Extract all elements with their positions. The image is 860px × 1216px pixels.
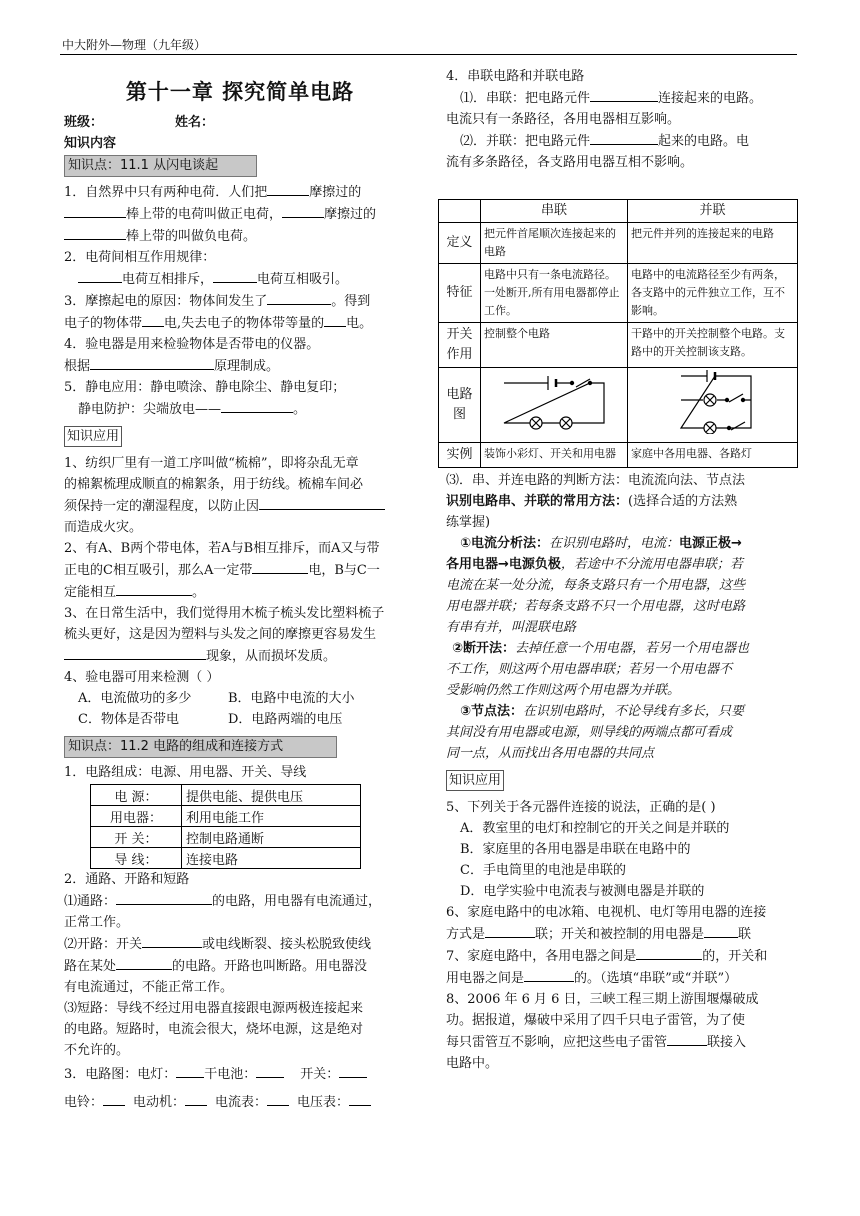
table-row: 电路图	[439, 368, 798, 443]
text-line: ⑵开路：开关 或电线断裂、接头松脱致使线	[64, 933, 416, 955]
blank[interactable]	[213, 268, 257, 283]
text-line: 静电防护：尖端放电—— 。	[64, 398, 416, 420]
blank[interactable]	[256, 1063, 284, 1078]
text-line: 电路中。	[446, 1056, 499, 1071]
text-line: 5．静电应用：静电喷涂、静电除尘、静电复印；	[64, 380, 346, 395]
text-line: ⑴通路： 的电路，用电器有电流通过，	[64, 890, 416, 912]
option-d[interactable]: D．电学实验中电流表与被测电器是并联的	[460, 884, 705, 899]
text-line: 根据 原理制成。	[64, 355, 416, 377]
blank[interactable]	[116, 890, 212, 905]
blank[interactable]	[704, 923, 738, 938]
header-rule	[60, 54, 797, 55]
blank[interactable]	[324, 312, 346, 327]
text-line: 电子的物体带 电,失去电子的物体带等量的 电。	[64, 312, 416, 334]
text-line: 同一点，从而找出各用电器的共同点	[446, 746, 655, 761]
series-circuit-diagram	[494, 373, 614, 431]
method-1: ①电流分析法：在识别电路时，电流：电源正极→	[460, 536, 742, 551]
text-line: ⑶短路：导线不经过用电器直接跟电源两极连接起来	[64, 1001, 364, 1016]
text-line: 现象，从而损坏发质。	[64, 645, 416, 667]
text-line: 正常工作。	[64, 915, 130, 930]
blank[interactable]	[485, 923, 535, 938]
table-row: 特征 电路中只有一条电流路径。一处断开,所有用电器都停止工作。 电路中的电流路径至少有两条，各支路中的元件独立工作，互不影响。	[439, 264, 798, 323]
option-b[interactable]: B．家庭里的各用电器是串联在电路中的	[460, 842, 691, 857]
text-line: 梳头更好，这是因为塑料与头发之间的摩擦更容易发生	[64, 627, 377, 642]
text-line: 定能相互 。	[64, 581, 416, 603]
question-5: 5、下列关于各元器件连接的说法，正确的是( )	[446, 800, 716, 815]
knowledge-band-11-1: 知识点：11.1 从闪电谈起	[64, 155, 257, 177]
blank[interactable]	[667, 1031, 707, 1046]
parallel-circuit-diagram	[653, 370, 773, 434]
text-line: 其间没有用电器或电源，则导线的两端点都可看成	[446, 725, 733, 740]
blank[interactable]	[64, 225, 126, 240]
class-name-line	[64, 112, 416, 133]
series-parallel-table	[438, 199, 798, 468]
method-3: ③节点法：在识别电路时，不论导线有多长，只要	[460, 704, 745, 719]
blank[interactable]	[590, 130, 658, 145]
text-line: 4．验电器是用来检验物体是否带电的仪器。	[64, 337, 320, 352]
table-row: 开 关： 控制电路通断	[91, 827, 361, 848]
question-4: 4、验电器可用来检测（ ）	[64, 670, 220, 685]
blank[interactable]	[64, 203, 126, 218]
blank[interactable]	[590, 87, 658, 102]
left-column	[64, 66, 416, 1113]
text-line: 2．电荷间相互作用规律：	[64, 250, 216, 265]
table-header-row: 串联 并联	[439, 200, 798, 223]
option-c[interactable]: C．物体是否带电	[78, 712, 179, 727]
table-row: 定义 把元件首尾顺次连接起来的电路 把元件并列的连接起来的电路	[439, 223, 798, 264]
text-line: ⑶．串、并连电路的判断方法：电流流向法、节点法	[446, 473, 746, 488]
text-line: 3．电路图：电灯： 干电池： 开关：	[64, 1063, 416, 1085]
table-row: 开关作用 控制整个电路 干路中的开关控制整个电路。支路中的开关控制该支路。	[439, 323, 798, 368]
blank[interactable]	[90, 355, 214, 370]
text-line: 而造成火灾。	[64, 520, 143, 535]
text-line: 棒上带的叫做负电荷。	[64, 225, 416, 247]
option-b[interactable]: B．电路中电流的大小	[228, 691, 355, 706]
table-row: 用电器： 利用电能工作	[91, 806, 361, 827]
option-row	[64, 688, 416, 709]
blank[interactable]	[267, 181, 309, 196]
blank[interactable]	[103, 1091, 125, 1106]
text-line: 有串有并，叫混联电路	[446, 620, 577, 635]
blank[interactable]	[339, 1063, 367, 1078]
text-line: 电流只有一条路径，各用电器相互影响。	[446, 112, 681, 127]
text-line: 的棉絮梳理成顺直的棉絮条，用于纺线。梳棉车间必	[64, 477, 364, 492]
table-row: 实例 装饰小彩灯、开关和用电器 家庭中各用电器、各路灯	[439, 443, 798, 468]
blank[interactable]	[142, 312, 164, 327]
chapter-title: 第十一章 探究简单电路	[125, 80, 355, 104]
method-2: ②断开法：去掉任意一个用电器，若另一个用电器也	[452, 641, 750, 656]
text-line: 电铃： 电动机： 电流表： 电压表：	[64, 1091, 416, 1113]
knowledge-band-11-2: 知识点：11.2 电路的组成和连接方式	[64, 736, 337, 758]
text-line: 不允许的。	[64, 1043, 130, 1058]
blank[interactable]	[78, 268, 122, 283]
knowledge-application-box: 知识应用	[64, 426, 122, 447]
text-line: 用电器之间是 的。（选填“串联”或“并联”）	[446, 967, 798, 989]
text-line: 2．通路、开路和短路	[64, 872, 190, 887]
text-line: 功。据报道，爆破中采用了四千只电子雷管，为了使	[446, 1013, 746, 1028]
option-d[interactable]: D．电路两端的电压	[228, 712, 343, 727]
text-line: ⑵．并联：把电路元件 起来的电路。电	[446, 130, 798, 152]
text-line: 各用电器→电源负极，若途中不分流用电器串联；若	[446, 557, 743, 572]
text-line: 棒上带的电荷叫做正电荷， 摩擦过的	[64, 203, 416, 225]
text-line: 受影响仍然工作则这两个用电器为并联。	[446, 683, 681, 698]
text-line: 电荷互相排斥， 电荷互相吸引。	[64, 268, 416, 290]
text-line: 路在某处 的电路。开路也叫断路。用电器没	[64, 955, 416, 977]
blank[interactable]	[116, 581, 192, 596]
text-line: 3．摩擦起电的原因：物体间发生了 。得到	[64, 290, 416, 312]
option-row	[64, 709, 416, 730]
blank[interactable]	[64, 645, 206, 660]
option-c[interactable]: C．手电筒里的电池是串联的	[460, 863, 626, 878]
text-line: 须保持一定的潮湿程度，以防止因	[64, 495, 416, 517]
question-7: 7、家庭电路中，各用电器之间是 的，开关和	[446, 945, 798, 967]
knowledge-application-box: 知识应用	[446, 770, 504, 791]
section-label: 知识内容	[64, 136, 117, 151]
text-line: 电流在某一处分流，每条支路只有一个用电器，这些	[446, 578, 746, 593]
blank[interactable]	[349, 1091, 371, 1106]
blank[interactable]	[116, 955, 172, 970]
blank[interactable]	[267, 290, 331, 305]
option-a[interactable]: A．电流做功的多少	[78, 691, 192, 706]
blank[interactable]	[142, 933, 202, 948]
text-line: ⑴．串联：把电路元件 连接起来的电路。	[446, 87, 798, 109]
question-6: 6、家庭电路中的电冰箱、电视机、电灯等用电器的连接	[446, 905, 767, 920]
text-line: 1．电路组成：电源、用电器、开关、导线	[64, 765, 307, 780]
blank[interactable]	[259, 495, 385, 510]
blank[interactable]	[185, 1091, 207, 1106]
text-line: 方式是 联；开关和被控制的用电器是 联	[446, 923, 798, 945]
blank[interactable]	[267, 1091, 289, 1106]
blank[interactable]	[636, 945, 702, 960]
components-table	[90, 784, 361, 869]
table-row: 电 源： 提供电能、提供电压	[91, 785, 361, 806]
option-a[interactable]: A．教室里的电灯和控制它的开关之间是并联的	[460, 821, 730, 836]
text-line: 1．自然界中只有两种电荷．人们把 摩擦过的	[64, 181, 416, 203]
text-line: 不工作，则这两个用电器串联；若另一个用电器不	[446, 662, 733, 677]
question-3: 3、在日常生活中，我们觉得用木梳子梳头发比塑料梳子	[64, 606, 385, 621]
name-label: 姓名：	[175, 115, 215, 130]
right-column	[446, 66, 798, 1074]
table-row: 导 线： 连接电路	[91, 848, 361, 869]
text-line: 流有多条路径，各支路用电器互相不影响。	[446, 155, 694, 170]
blank[interactable]	[252, 559, 308, 574]
text-line: 用电器并联；若每条支路不只一个用电器，这时电路	[446, 599, 746, 614]
question-1: 1、纺织厂里有一道工序叫做“梳棉”，即将杂乱无章	[64, 456, 359, 471]
text-line: 的电路。短路时，电流会很大，烧坏电源，这是绝对	[64, 1022, 364, 1037]
question-2: 2、有A、B两个带电体，若A与B相互排斥，而A又与带	[64, 541, 380, 556]
text-line: 有电流通过，不能正常工作。	[64, 980, 234, 995]
page-header: 中大附外—物理（九年级）	[62, 38, 207, 52]
text-line: 正电的C相互吸引，那么A一定带 电，B与C一	[64, 559, 416, 581]
blank[interactable]	[282, 203, 324, 218]
question-8: 8、2006 年 6 月 6 日，三峡工程三期上游围堰爆破成	[446, 992, 759, 1007]
text-line: 练掌握)	[446, 515, 491, 530]
text-line: 每只雷管互不影响，应把这些电子雷管 联接入	[446, 1031, 798, 1053]
blank[interactable]	[524, 967, 574, 982]
blank[interactable]	[176, 1063, 204, 1078]
text-line: 识别电路串、并联的常用方法：(选择合适的方法熟	[446, 494, 738, 509]
class-label: 班级：	[64, 115, 104, 130]
text-line: 4．串联电路和并联电路	[446, 69, 585, 84]
blank[interactable]	[221, 398, 293, 413]
